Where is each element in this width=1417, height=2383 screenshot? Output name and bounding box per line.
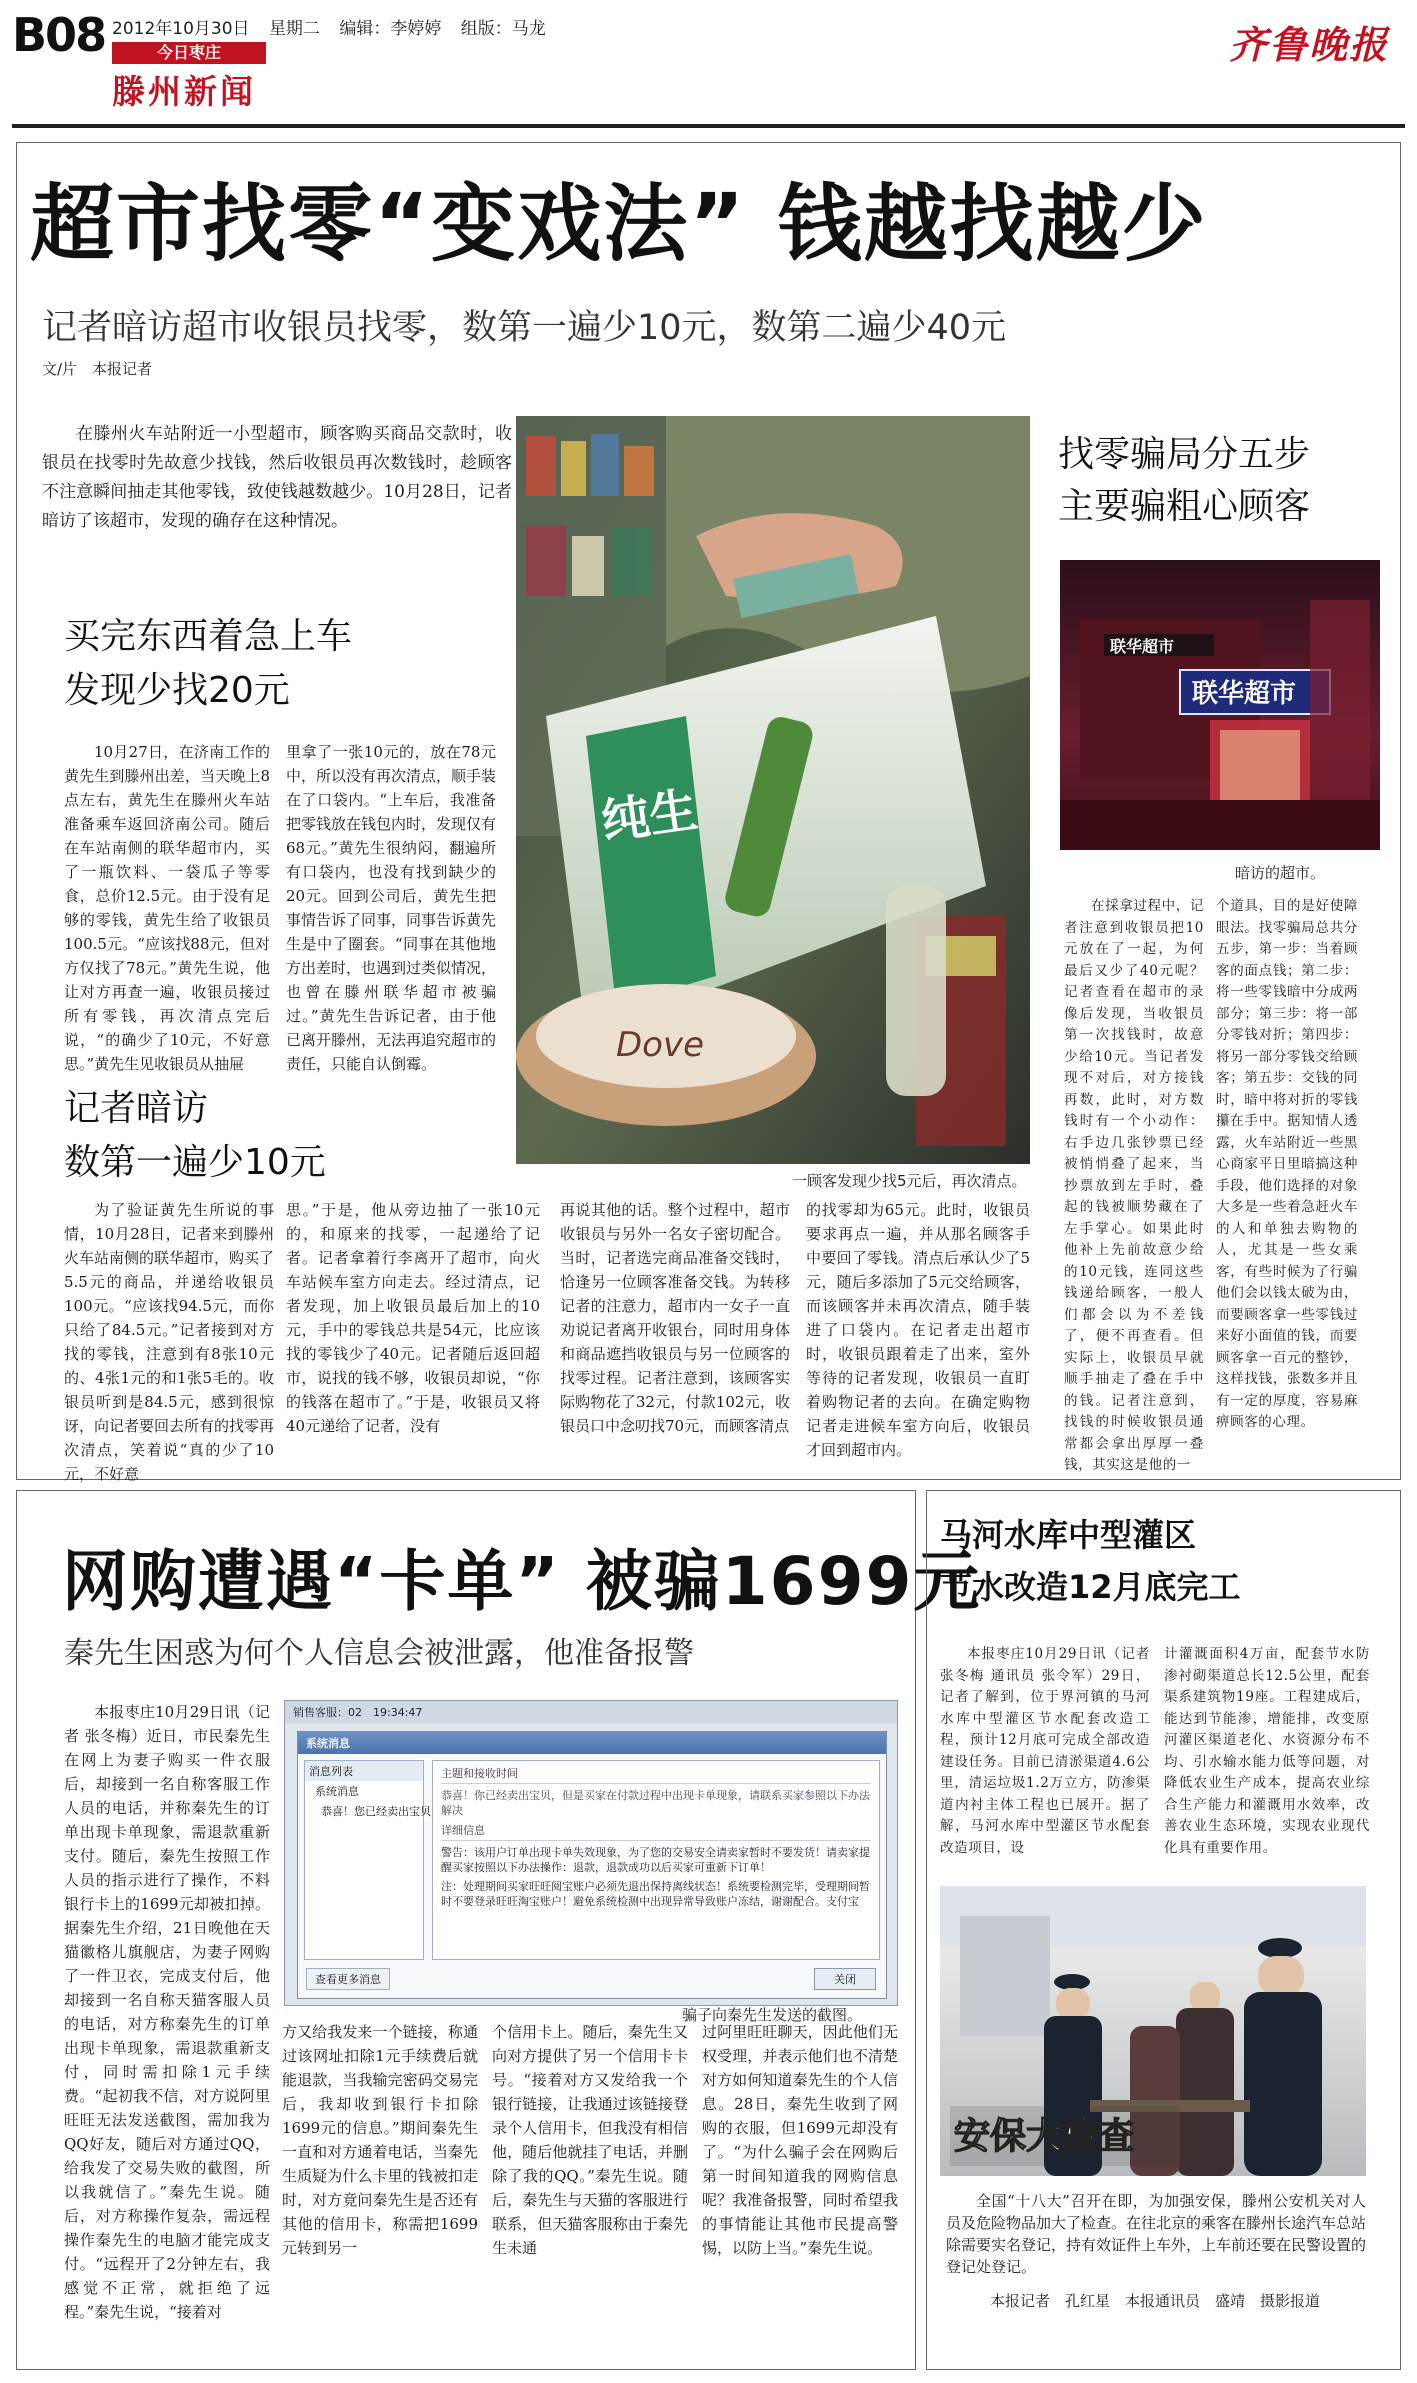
more-messages-link[interactable]: 查看更多消息 (306, 1968, 390, 1990)
subhead-1-line2: 发现少找20元 (64, 670, 290, 711)
svg-text:安保大检查: 安保大检查 (954, 2116, 1135, 2157)
screenshot-caption: 骗子向秦先生发送的截图。 (682, 2006, 863, 2024)
sidebar-column: 在採拿过程中，记者注意到收银员把10元放在了一起，为何最后又少了40元呢？记者查看在超市的录像后发现，当收银员第一次找钱时，故意少给10元。当记者发现不对后，对方接钱再数，此时，对方数钱时有一个小动作：右手边几张钞票已经被悄悄叠了起来，当抄票放到左手时，叠起的钱被顺势藏在了左手掌心。如果此时他补上先前故意少给的10元钱，连同这些钱递给顾客，一般人们都会以为不差钱了，便不再查看。但实际上，收银员早就顺手抽走了叠在手中的钱。记者注意到，找钱的时候收银员通常都会拿出厚厚一叠钱，其实这是他的一 (1064, 898, 1204, 1473)
close-button[interactable]: 关闭 (814, 1968, 876, 1990)
article-column: 再说其他的话。整个过程中，超市收银员与另外一名女子密切配合。当时，记者选完商品准备交钱时，恰逢另一位顾客准备交钱。为转移记者的注意力，超市内一女子一直劝说记者离开收银台，同时用身体和商品遮挡收银员与另一位顾客的找零过程。记者注意到，该顾客实际购物花了32元，付款102元，收银员口中念叨找70元，而顾客清点 (560, 1201, 790, 1435)
message-list-panel (304, 1760, 431, 1960)
security-photo-credit: 本报记者 孔红星 本报通讯员 盛靖 摄影报道 (990, 2292, 1321, 2310)
system-message-title: 系统消息 (298, 1732, 886, 1754)
article-column: 计灌溉面积4万亩，配套节水防渗衬砌渠道总长12.5公里，配套渠系建筑物19座。工程建成后，能达到节能渗，增能排，改变原河灌区渠道老化、水资源分布不均、引水输水能力低等问题，对降低农业生产成本，提高农业综合生产能力和灌溉用水效率，改善农业生态环境，实现农业现代化具有重要作用。 (1164, 1646, 1370, 1856)
svg-text:纯生: 纯生 (598, 782, 701, 851)
header-rule (12, 124, 1405, 128)
subhead-1-line1: 买完东西着急上车 (64, 616, 353, 657)
detail-warning-text: 警告：该用户订单出现卡单失效现象，为了您的交易安全请卖家暂时不要发货！请卖家提醒买家按照以下办法操作：退款，退款成功以后买家可重新下订单！ (441, 1846, 870, 1874)
message-detail-panel (432, 1760, 880, 1960)
section-name: 滕州新闻 (112, 72, 256, 111)
detail-note-text: 注：处理期间买家旺旺阅宝账户必须先退出保持离线状态！系统要检测完毕，受理期间暂时不要登录旺旺淘宝账户！避免系统检测中出现异常导致账户冻结，谢谢配合。支付宝 (441, 1880, 870, 1908)
article-column: 为了验证黄先生所说的事情，10月28日，记者来到滕州火车站南侧的联华超市，购买了5.5元的商品，并递给收银员100元。“应该找94.5元，而你只给了84.5元。”记者接到对方找的零钱，注意到有8张10元的、4张1元的和1张5毛的。收银员听到是84.5元，感到很惊讶，向记者要回去所有的找零再次清点，笑着说“真的少了10元，不好意 (64, 1201, 275, 1483)
subheadline-online-shopping: 秦先生困惑为何个人信息会被泄露，他准备报警 (64, 1636, 694, 1671)
message-list-header: 消息列表 (305, 1761, 423, 1781)
scam-screenshot (284, 1700, 898, 2006)
security-photo-caption: 全国“十八大”召开在即，为加强安保，滕州公安机关对人员及危险物品加大了检查。在往北京的乘客在滕州长途汽车总站除需要实名登记，持有效证件上车外，上车前还要在民警设置的登记处登记。 (946, 2192, 1367, 2276)
svg-text:联华超市: 联华超市 (1192, 679, 1297, 709)
headline-reservoir-line1: 马河水库中型灌区 (940, 1516, 1197, 1554)
headline-supermarket: 超市找零“变戏法” 钱越找越少 (30, 175, 1208, 273)
issue-date: 2012年10月30日 (112, 19, 250, 39)
photo-store-caption: 暗访的超市。 (1235, 864, 1326, 882)
subheadline-supermarket: 记者暗访超市收银员找零，数第一遍少10元，数第二遍少40元 (42, 308, 1007, 348)
page-number: B08 (12, 8, 106, 62)
detail-info-header: 详细信息 (441, 1822, 871, 1841)
sidebar-head-line1: 找零骗局分五步 (1058, 434, 1311, 475)
svg-text:联华超市: 联华超市 (1110, 637, 1175, 656)
lead-paragraph: 在滕州火车站附近一小型超市，顾客购买商品交款时，收银员在找零时先故意少找钱，然后收银员再次数钱时，趁顾客不注意瞬间抽走其他零钱，致使钱越数越少。10月28日，记者暗访了该超市，发现的确存在这种情况。 (42, 424, 512, 531)
security-photo-image (940, 1886, 1366, 2176)
detail-subject-text: 恭喜！你已经卖出宝贝，但是买家在付款过程中出现卡单现象，请联系买家参照以下办法解决 (441, 1789, 870, 1817)
subhead-2-line2: 数第一遍少10元 (64, 1142, 326, 1183)
article-column: 本报枣庄10月29日讯（记者 张冬梅）近日，市民秦先生在网上为妻子购买一件衣服后，却接到一名自称客服工作人员的电话，并称秦先生的订单出现卡单现象，需退款重新支付。随后，秦先生按照工作人员的指示进行了操作，不料银行卡上的1699元却被扣掉。据秦先生介绍，21日晚他在天猫徽格儿旗舰店，为妻子网购了一件卫衣，完成支付后，他却接到一名自称天猫客服人员的电话，对方称秦先生的订单出现卡单现象，需退款重新支付，同时需扣除1元手续费。“起初我不信，对方说阿里旺旺无法发送截图，需加我为QQ好友，随后对方通过QQ，给我发了交易失败的截图，所以我就信了。”秦先生说。随后，对方称操作复杂，需远程操作秦先生的电脑才能完成支付。“远程开了2分钟左右，我感觉不正常，就拒绝了远程。”秦先生说，“接着对 (64, 1703, 270, 2321)
headline-reservoir-line2: 节水改造12月底完工 (940, 1568, 1241, 1606)
article-column: 个信用卡上。随后，秦先生又向对方提供了另一个信用卡卡号。“接着对方又发给我一个银行链接，让我通过该链接登录个人信用卡，但我没有相信他，随后他就挂了电话，并删除了我的QQ。”秦先生说。随后，秦先生与天猫的客服进行联系，但天猫客服称由于秦先生未通 (492, 2023, 688, 2257)
byline: 文/片 本报记者 (42, 360, 153, 378)
headline-online-shopping: 网购遭遇“卡单” 被骗1699元 (62, 1543, 982, 1620)
article-column: 本报枣庄10月29日讯（记者 张冬梅 通讯员 张令军）29日，记者了解到，位于界河镇的马河水库中型灌区节水配套改造工程，预计12月底可完成全部改造建设任务。目前已清淤渠道4.6公里，清运垃圾1.2万立方，防渗渠道内衬主体工程也已展开。据了解，马河水库中型灌区节水配套改造项目，设 (940, 1646, 1150, 1856)
photo-store-front (1060, 560, 1380, 850)
photo-checkout-counter (516, 416, 1030, 1164)
article-column: 方又给我发来一个链接，称通过该网址扣除1元手续费后就能退款，当我输完密码交易完后，我却收到银行卡扣除1699元的信息。”期间秦先生一直和对方通着电话，当秦先生质疑为什么卡里的钱被扣走时，对方竟问秦先生是否还有其他的信用卡，称需把1699元转到另一 (282, 2023, 478, 2257)
photo-main-caption: 一顾客发现少找5元后，再次清点。 (792, 1172, 1027, 1190)
checkout-photo-image (516, 416, 1030, 1164)
article-column: 过阿里旺旺聊天，因此他们无权受理，并表示他们也不清楚对方如何知道秦先生的个人信息。28日，秦先生收到了网购的衣服，但1699元却没有了。“为什么骗子会在网购后第一时间知道我的网购信息呢？我准备报警，同时希望我的事情能让其他市民提高警惕，以防上当。”秦先生说。 (702, 2023, 898, 2257)
detail-subject-header: 主题和接收时间 (441, 1765, 871, 1784)
screenshot-titlebar: 销售客服：02 19:34:47 (285, 1701, 897, 1723)
store-photo-image (1060, 560, 1380, 850)
section-tag: 今日枣庄 (112, 42, 266, 64)
designer-credit: 组版：马龙 (460, 19, 546, 39)
subhead-2-line1: 记者暗访 (64, 1088, 209, 1129)
system-message-window (297, 1731, 887, 1999)
svg-text:Dove: Dove (616, 1025, 705, 1065)
photo-security-check (940, 1886, 1366, 2176)
sidebar-column: 个道具，目的是好使障眼法。找零骗局总共分五步，第一步：当着顾客的面点钱；第二步：将一些零钱暗中分成两部分；第三步：将一部分零钱对折；第四步：将另一部分零钱交给顾客；第五步：交钱的同时，暗中将对折的零钱攥在手中。据知情人透露，火车站附近一些黑心商家平日里暗搞这种手段，他们选择的对象大多是一些着急赶火车的人和单独去购物的人，尤其是一些女乘客，有些时候为了行骗他们会以钱太破为由，而要顾客拿一些零钱过来好小面值的钱，而要顾客拿一百元的整钞，这样找钱，张数多并且有一定的厚度，容易麻痹顾客的心理。 (1216, 898, 1358, 1430)
issue-meta (112, 14, 560, 39)
article-column: 10月27日，在济南工作的黄先生到滕州出差，当天晚上8点左右，黄先生在滕州火车站准备乘车返回济南公司。随后在车站南侧的联华超市内，买了一瓶饮料、一袋瓜子等零食，总价12.5元。由于没有足够的零钱，黄先生给了收银员100.5元。“应该找88元，但对方仅找了78元。”黄先生说，他让对方再查一遍，收银员接过所有零钱，再次清点完后说，“的确少了10元，不好意思。”黄先生见收银员从抽屉 (64, 743, 270, 1073)
message-list-item[interactable]: 系统消息 (315, 1785, 359, 1798)
newspaper-logo: 齐鲁晚报 (1228, 22, 1389, 67)
article-column: 的找零却为65元。此时，收银员要求再点一遍，并从那名顾客手中要回了零钱。清点后承认少了5元，随后多添加了5元交给顾客，而该顾客并未再次清点，随手装进了口袋内。在记者走出超市时，收银员跟着走了出来，室外等待的记者发现，收银员一直盯着购物记者的去向。在确定购物记者走进候车室方向后，收银员才回到超市内。 (806, 1201, 1030, 1459)
issue-weekday: 星期二 (268, 19, 320, 39)
sidebar-head-line2: 主要骗粗心顾客 (1058, 486, 1311, 527)
article-column: 里拿了一张10元的，放在78元中，所以没有再次清点，顺手装在了口袋内。“上车后，我准备把零钱放在钱包内时，发现仅有68元。”黄先生很纳闷，翻遍所有口袋内，也没有找到缺少的20元。回到公司后，黄先生把事情告诉了同事，同事告诉黄先生是中了圈套。“同事在其他地方出差时，也遇到过类似情况，也曾在滕州联华超市被骗过。”黄先生告诉记者，由于他已离开滕州，无法再追究超市的责任，只能自认倒霉。 (286, 743, 497, 1073)
message-list-item[interactable]: 恭喜！您已经卖出宝贝 (321, 1805, 431, 1818)
editor-credit: 编辑：李婷婷 (339, 19, 442, 39)
article-column: 思。”于是，他从旁边抽了一张10元的，和原来的找零，一起递给了记者。记者拿着行李离开了超市，向火车站候车室方向走去。经过清点，记者发现，加上收银员最后加上的10元，手中的零钱总共是54元，比应该找的零钱少了40元。记者随后返回超市，说找的钱不够，收银员却说，“你的钱落在超市了。”于是，收银员又将40元递给了记者，没有 (286, 1201, 540, 1435)
